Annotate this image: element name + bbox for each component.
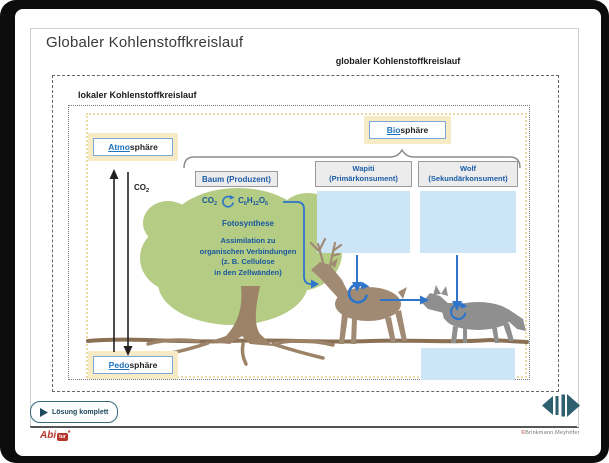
cycle-icon — [220, 194, 235, 209]
secondary-consumer-label — [418, 161, 518, 187]
solution-button-label: Lösung komplett — [52, 408, 109, 416]
publisher-logo: Abi tur * — [40, 430, 71, 441]
glucose-formula: $C_6H_{12}O_6$ — [238, 196, 269, 207]
cycle-icon — [344, 280, 370, 306]
producer-label: Baum (Produzent) — [195, 171, 278, 187]
atmosphere-prefix: Atmo — [108, 142, 130, 152]
co2-exchange-label: $CO_2$ — [134, 183, 150, 194]
answer-box-wolf[interactable] — [420, 191, 516, 253]
primary-consumer-role: (Primärkonsument) — [329, 174, 398, 184]
assimilation-text: Assimilation zu organischen Verbindungen (z. B. Cellulose in den Zellwänden) — [199, 236, 297, 277]
photosynthesis-title: Fotosynthese — [221, 219, 274, 228]
atmosphere-answer[interactable] — [88, 133, 178, 161]
co2-formula: $CO_2$ — [202, 196, 218, 207]
atmosphere-suffix: sphäre — [129, 142, 158, 152]
pedosphere-suffix: sphäre — [129, 360, 158, 370]
local-cycle-label: lokaler Kohlenstoffkreislauf — [78, 90, 197, 100]
pedosphere-answer[interactable] — [88, 351, 178, 379]
pedosphere-prefix: Pedo — [108, 360, 130, 370]
next-slide-button[interactable] — [561, 394, 580, 417]
cycle-icon — [447, 301, 468, 322]
photosynthesis-formula — [202, 194, 268, 209]
biosphere-prefix: Bio — [386, 125, 401, 135]
answer-box-soil[interactable] — [421, 348, 515, 380]
primary-consumer-label — [315, 161, 412, 187]
primary-consumer-name: Wapiti — [352, 164, 375, 173]
footer-divider — [30, 426, 577, 427]
secondary-consumer-role: (Sekundärkonsument) — [428, 174, 508, 184]
solution-button[interactable] — [30, 401, 118, 423]
biosphere-suffix: sphäre — [400, 125, 429, 135]
global-cycle-label: globaler Kohlenstoffkreislauf — [335, 56, 461, 66]
play-icon — [40, 408, 48, 417]
secondary-consumer-name: Wolf — [459, 164, 477, 173]
slide-navigation — [540, 394, 580, 417]
page-title: Globaler Kohlenstoffkreislauf — [46, 34, 244, 51]
copyright-text: ©Brinkmann.Meyhöfer — [521, 430, 580, 436]
wolf-illustration — [420, 283, 530, 345]
biosphere-answer[interactable] — [364, 116, 451, 144]
previous-slide-button[interactable] — [540, 394, 559, 417]
